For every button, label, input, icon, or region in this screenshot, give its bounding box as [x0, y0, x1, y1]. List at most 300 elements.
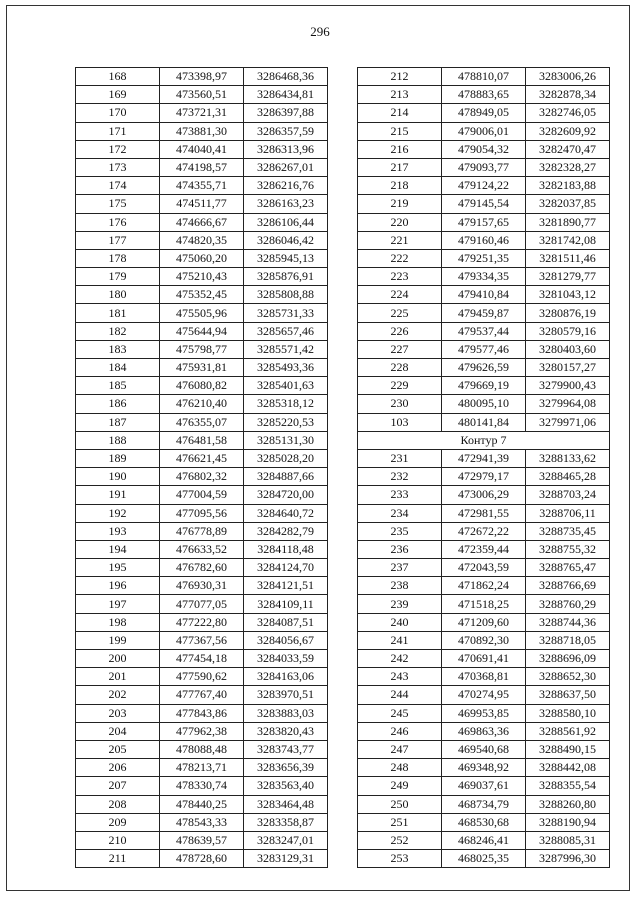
table-row	[358, 340, 610, 358]
point-number-cell: 250	[358, 795, 442, 813]
point-number-cell: 185	[76, 377, 160, 395]
table-row	[76, 322, 328, 340]
point-number-cell: 221	[358, 231, 442, 249]
table-row	[76, 377, 328, 395]
point-number-cell: 171	[76, 122, 160, 140]
table-row	[358, 377, 610, 395]
table-row	[358, 140, 610, 158]
x-coordinate-cell: 476633,52	[160, 540, 244, 558]
point-number-cell: 207	[76, 777, 160, 795]
x-coordinate-cell: 476210,40	[160, 395, 244, 413]
point-number-cell: 229	[358, 377, 442, 395]
table-row	[76, 850, 328, 868]
y-coordinate-cell: 3285808,88	[244, 286, 328, 304]
y-coordinate-cell: 3288765,47	[526, 559, 610, 577]
point-number-cell: 176	[76, 213, 160, 231]
table-row	[358, 177, 610, 195]
table-row	[76, 158, 328, 176]
y-coordinate-cell: 3286216,76	[244, 177, 328, 195]
y-coordinate-cell: 3288766,69	[526, 577, 610, 595]
table-row	[358, 540, 610, 558]
y-coordinate-cell: 3283464,48	[244, 795, 328, 813]
point-number-cell: 182	[76, 322, 160, 340]
x-coordinate-cell: 473721,31	[160, 104, 244, 122]
x-coordinate-cell: 477843,86	[160, 704, 244, 722]
point-number-cell: 205	[76, 740, 160, 758]
page-number: 296	[310, 24, 330, 39]
point-number-cell: 215	[358, 122, 442, 140]
table-row	[76, 413, 328, 431]
x-coordinate-cell: 475798,77	[160, 340, 244, 358]
table-row	[358, 831, 610, 849]
x-coordinate-cell: 470274,95	[442, 686, 526, 704]
x-coordinate-cell: 476621,45	[160, 449, 244, 467]
point-number-cell: 179	[76, 268, 160, 286]
table-row	[358, 68, 610, 86]
y-coordinate-cell: 3288637,50	[526, 686, 610, 704]
point-number-cell: 204	[76, 722, 160, 740]
point-number-cell: 212	[358, 68, 442, 86]
y-coordinate-cell: 3283006,26	[526, 68, 610, 86]
y-coordinate-cell: 3286434,81	[244, 86, 328, 104]
table-row	[76, 650, 328, 668]
table-row	[358, 304, 610, 322]
y-coordinate-cell: 3283743,77	[244, 740, 328, 758]
y-coordinate-cell: 3281043,12	[526, 286, 610, 304]
x-coordinate-cell: 480095,10	[442, 395, 526, 413]
table-row	[76, 686, 328, 704]
point-number-cell: 201	[76, 668, 160, 686]
x-coordinate-cell: 470892,30	[442, 631, 526, 649]
point-number-cell: 186	[76, 395, 160, 413]
point-number-cell: 103	[358, 413, 442, 431]
table-row	[76, 486, 328, 504]
x-coordinate-cell: 478728,60	[160, 850, 244, 868]
x-coordinate-cell: 474198,57	[160, 158, 244, 176]
point-number-cell: 177	[76, 231, 160, 249]
y-coordinate-cell: 3284282,79	[244, 522, 328, 540]
x-coordinate-cell: 477767,40	[160, 686, 244, 704]
x-coordinate-cell: 468530,68	[442, 813, 526, 831]
point-number-cell: 238	[358, 577, 442, 595]
y-coordinate-cell: 3281742,08	[526, 231, 610, 249]
coordinates-table-right-body	[358, 68, 610, 868]
x-coordinate-cell: 479669,19	[442, 377, 526, 395]
y-coordinate-cell: 3284640,72	[244, 504, 328, 522]
point-number-cell: 191	[76, 486, 160, 504]
table-row	[76, 177, 328, 195]
point-number-cell: 213	[358, 86, 442, 104]
y-coordinate-cell: 3285401,63	[244, 377, 328, 395]
table-row	[358, 850, 610, 868]
y-coordinate-cell: 3282609,92	[526, 122, 610, 140]
x-coordinate-cell: 476778,89	[160, 522, 244, 540]
point-number-cell: 237	[358, 559, 442, 577]
y-coordinate-cell: 3286397,88	[244, 104, 328, 122]
x-coordinate-cell: 477590,62	[160, 668, 244, 686]
x-coordinate-cell: 469348,92	[442, 759, 526, 777]
y-coordinate-cell: 3280876,19	[526, 304, 610, 322]
table-row	[76, 340, 328, 358]
x-coordinate-cell: 479251,35	[442, 249, 526, 267]
table-row	[358, 286, 610, 304]
point-number-cell: 196	[76, 577, 160, 595]
point-number-cell: 230	[358, 395, 442, 413]
table-row	[358, 86, 610, 104]
table-row	[358, 613, 610, 631]
y-coordinate-cell: 3285318,12	[244, 395, 328, 413]
y-coordinate-cell: 3286267,01	[244, 158, 328, 176]
x-coordinate-cell: 476802,32	[160, 468, 244, 486]
y-coordinate-cell: 3282328,27	[526, 158, 610, 176]
point-number-cell: 188	[76, 431, 160, 449]
y-coordinate-cell: 3284887,66	[244, 468, 328, 486]
table-row	[358, 595, 610, 613]
y-coordinate-cell: 3285945,13	[244, 249, 328, 267]
table-row	[358, 104, 610, 122]
y-coordinate-cell: 3281890,77	[526, 213, 610, 231]
x-coordinate-cell: 475352,45	[160, 286, 244, 304]
y-coordinate-cell: 3283970,51	[244, 686, 328, 704]
coordinates-table-left-body	[76, 68, 328, 868]
point-number-cell: 217	[358, 158, 442, 176]
table-row	[76, 104, 328, 122]
y-coordinate-cell: 3284109,11	[244, 595, 328, 613]
table-row	[358, 577, 610, 595]
point-number-cell: 253	[358, 850, 442, 868]
table-row	[76, 795, 328, 813]
x-coordinate-cell: 473881,30	[160, 122, 244, 140]
point-number-cell: 246	[358, 722, 442, 740]
y-coordinate-cell: 3281279,77	[526, 268, 610, 286]
y-coordinate-cell: 3288465,28	[526, 468, 610, 486]
table-row	[358, 668, 610, 686]
y-coordinate-cell: 3283656,39	[244, 759, 328, 777]
point-number-cell: 206	[76, 759, 160, 777]
table-row	[358, 395, 610, 413]
point-number-cell: 202	[76, 686, 160, 704]
point-number-cell: 172	[76, 140, 160, 158]
x-coordinate-cell: 472941,39	[442, 449, 526, 467]
table-row	[76, 740, 328, 758]
x-coordinate-cell: 472981,55	[442, 504, 526, 522]
section-label-contour: Контур 7	[358, 431, 610, 449]
table-row	[358, 813, 610, 831]
x-coordinate-cell: 471209,60	[442, 613, 526, 631]
x-coordinate-cell: 478543,33	[160, 813, 244, 831]
point-number-cell: 234	[358, 504, 442, 522]
point-number-cell: 197	[76, 595, 160, 613]
x-coordinate-cell: 479410,84	[442, 286, 526, 304]
point-number-cell: 199	[76, 631, 160, 649]
x-coordinate-cell: 479334,35	[442, 268, 526, 286]
x-coordinate-cell: 472043,59	[442, 559, 526, 577]
table-row	[76, 431, 328, 449]
x-coordinate-cell: 477077,05	[160, 595, 244, 613]
y-coordinate-cell: 3286468,36	[244, 68, 328, 86]
x-coordinate-cell: 474820,35	[160, 231, 244, 249]
y-coordinate-cell: 3288580,10	[526, 704, 610, 722]
x-coordinate-cell: 478330,74	[160, 777, 244, 795]
table-row	[358, 486, 610, 504]
y-coordinate-cell: 3282746,05	[526, 104, 610, 122]
x-coordinate-cell: 469037,61	[442, 777, 526, 795]
x-coordinate-cell: 478810,07	[442, 68, 526, 86]
x-coordinate-cell: 477367,56	[160, 631, 244, 649]
x-coordinate-cell: 474355,71	[160, 177, 244, 195]
coordinates-table-left	[75, 67, 328, 868]
y-coordinate-cell: 3288755,32	[526, 540, 610, 558]
x-coordinate-cell: 473398,97	[160, 68, 244, 86]
point-number-cell: 209	[76, 813, 160, 831]
y-coordinate-cell: 3284124,70	[244, 559, 328, 577]
y-coordinate-cell: 3288735,45	[526, 522, 610, 540]
x-coordinate-cell: 479577,46	[442, 340, 526, 358]
point-number-cell: 208	[76, 795, 160, 813]
table-row	[358, 413, 610, 431]
y-coordinate-cell: 3288744,36	[526, 613, 610, 631]
table-row	[76, 631, 328, 649]
y-coordinate-cell: 3288190,94	[526, 813, 610, 831]
table-row	[76, 231, 328, 249]
point-number-cell: 178	[76, 249, 160, 267]
x-coordinate-cell: 479157,65	[442, 213, 526, 231]
x-coordinate-cell: 476481,58	[160, 431, 244, 449]
table-row	[358, 359, 610, 377]
table-row	[358, 449, 610, 467]
x-coordinate-cell: 469953,85	[442, 704, 526, 722]
point-number-cell: 235	[358, 522, 442, 540]
point-number-cell: 168	[76, 68, 160, 86]
x-coordinate-cell: 475505,96	[160, 304, 244, 322]
y-coordinate-cell: 3285028,20	[244, 449, 328, 467]
point-number-cell: 252	[358, 831, 442, 849]
y-coordinate-cell: 3286163,23	[244, 195, 328, 213]
table-row	[76, 704, 328, 722]
x-coordinate-cell: 477004,59	[160, 486, 244, 504]
y-coordinate-cell: 3288442,08	[526, 759, 610, 777]
y-coordinate-cell: 3288703,24	[526, 486, 610, 504]
table-row	[358, 468, 610, 486]
table-row	[76, 68, 328, 86]
x-coordinate-cell: 480141,84	[442, 413, 526, 431]
y-coordinate-cell: 3284121,51	[244, 577, 328, 595]
y-coordinate-cell: 3286313,96	[244, 140, 328, 158]
x-coordinate-cell: 468025,35	[442, 850, 526, 868]
y-coordinate-cell: 3284056,67	[244, 631, 328, 649]
point-number-cell: 218	[358, 177, 442, 195]
table-row	[76, 449, 328, 467]
table-row	[76, 522, 328, 540]
x-coordinate-cell: 470691,41	[442, 650, 526, 668]
table-row	[76, 286, 328, 304]
point-number-cell: 173	[76, 158, 160, 176]
y-coordinate-cell: 3284720,00	[244, 486, 328, 504]
table-row	[358, 504, 610, 522]
point-number-cell: 224	[358, 286, 442, 304]
y-coordinate-cell: 3288561,92	[526, 722, 610, 740]
x-coordinate-cell: 472979,17	[442, 468, 526, 486]
point-number-cell: 211	[76, 850, 160, 868]
y-coordinate-cell: 3284087,51	[244, 613, 328, 631]
y-coordinate-cell: 3288760,29	[526, 595, 610, 613]
point-number-cell: 184	[76, 359, 160, 377]
table-row	[76, 395, 328, 413]
y-coordinate-cell: 3280403,60	[526, 340, 610, 358]
point-number-cell: 180	[76, 286, 160, 304]
x-coordinate-cell: 477962,38	[160, 722, 244, 740]
point-number-cell: 243	[358, 668, 442, 686]
y-coordinate-cell: 3281511,46	[526, 249, 610, 267]
y-coordinate-cell: 3280157,27	[526, 359, 610, 377]
table-row	[358, 631, 610, 649]
x-coordinate-cell: 469863,36	[442, 722, 526, 740]
y-coordinate-cell: 3288706,11	[526, 504, 610, 522]
point-number-cell: 233	[358, 486, 442, 504]
table-row	[76, 504, 328, 522]
point-number-cell: 194	[76, 540, 160, 558]
point-number-cell: 170	[76, 104, 160, 122]
x-coordinate-cell: 477454,18	[160, 650, 244, 668]
x-coordinate-cell: 475210,43	[160, 268, 244, 286]
point-number-cell: 190	[76, 468, 160, 486]
point-number-cell: 216	[358, 140, 442, 158]
table-row	[358, 231, 610, 249]
point-number-cell: 231	[358, 449, 442, 467]
x-coordinate-cell: 471518,25	[442, 595, 526, 613]
x-coordinate-cell: 477222,80	[160, 613, 244, 631]
x-coordinate-cell: 478949,05	[442, 104, 526, 122]
x-coordinate-cell: 479537,44	[442, 322, 526, 340]
y-coordinate-cell: 3285220,53	[244, 413, 328, 431]
point-number-cell: 225	[358, 304, 442, 322]
x-coordinate-cell: 479459,87	[442, 304, 526, 322]
x-coordinate-cell: 468734,79	[442, 795, 526, 813]
y-coordinate-cell: 3280579,16	[526, 322, 610, 340]
y-coordinate-cell: 3285571,42	[244, 340, 328, 358]
table-row	[358, 740, 610, 758]
y-coordinate-cell: 3288490,15	[526, 740, 610, 758]
point-number-cell: 169	[76, 86, 160, 104]
point-number-cell: 232	[358, 468, 442, 486]
x-coordinate-cell: 474511,77	[160, 195, 244, 213]
x-coordinate-cell: 478213,71	[160, 759, 244, 777]
table-row	[76, 140, 328, 158]
table-row	[76, 577, 328, 595]
point-number-cell: 248	[358, 759, 442, 777]
x-coordinate-cell: 474666,67	[160, 213, 244, 231]
table-row	[76, 595, 328, 613]
y-coordinate-cell: 3284163,06	[244, 668, 328, 686]
y-coordinate-cell: 3283358,87	[244, 813, 328, 831]
point-number-cell: 247	[358, 740, 442, 758]
x-coordinate-cell: 479124,22	[442, 177, 526, 195]
table-row	[358, 686, 610, 704]
y-coordinate-cell: 3282878,34	[526, 86, 610, 104]
x-coordinate-cell: 472672,22	[442, 522, 526, 540]
table-row	[76, 359, 328, 377]
table-row	[76, 813, 328, 831]
x-coordinate-cell: 476930,31	[160, 577, 244, 595]
x-coordinate-cell: 478639,57	[160, 831, 244, 849]
y-coordinate-cell: 3285657,46	[244, 322, 328, 340]
point-number-cell: 210	[76, 831, 160, 849]
y-coordinate-cell: 3285131,30	[244, 431, 328, 449]
y-coordinate-cell: 3283820,43	[244, 722, 328, 740]
table-row	[76, 613, 328, 631]
y-coordinate-cell: 3285493,36	[244, 359, 328, 377]
point-number-cell: 203	[76, 704, 160, 722]
y-coordinate-cell: 3285876,91	[244, 268, 328, 286]
x-coordinate-cell: 478440,25	[160, 795, 244, 813]
y-coordinate-cell: 3286106,44	[244, 213, 328, 231]
x-coordinate-cell: 478883,65	[442, 86, 526, 104]
point-number-cell: 192	[76, 504, 160, 522]
table-row	[76, 304, 328, 322]
table-row	[358, 213, 610, 231]
point-number-cell: 227	[358, 340, 442, 358]
point-number-cell: 175	[76, 195, 160, 213]
y-coordinate-cell: 3288355,54	[526, 777, 610, 795]
x-coordinate-cell: 477095,56	[160, 504, 244, 522]
point-number-cell: 187	[76, 413, 160, 431]
table-row	[358, 322, 610, 340]
point-number-cell: 244	[358, 686, 442, 704]
point-number-cell: 219	[358, 195, 442, 213]
x-coordinate-cell: 479054,32	[442, 140, 526, 158]
y-coordinate-cell: 3286046,42	[244, 231, 328, 249]
point-number-cell: 245	[358, 704, 442, 722]
x-coordinate-cell: 479160,46	[442, 231, 526, 249]
table-row	[76, 559, 328, 577]
table-row	[358, 122, 610, 140]
y-coordinate-cell: 3279900,43	[526, 377, 610, 395]
y-coordinate-cell: 3283247,01	[244, 831, 328, 849]
x-coordinate-cell: 479626,59	[442, 359, 526, 377]
y-coordinate-cell: 3288652,30	[526, 668, 610, 686]
y-coordinate-cell: 3286357,59	[244, 122, 328, 140]
y-coordinate-cell: 3287996,30	[526, 850, 610, 868]
y-coordinate-cell: 3282470,47	[526, 140, 610, 158]
table-row	[358, 777, 610, 795]
point-number-cell: 220	[358, 213, 442, 231]
table-row	[358, 158, 610, 176]
table-row	[76, 195, 328, 213]
point-number-cell: 226	[358, 322, 442, 340]
y-coordinate-cell: 3288133,62	[526, 449, 610, 467]
table-row	[76, 668, 328, 686]
point-number-cell: 189	[76, 449, 160, 467]
point-number-cell: 239	[358, 595, 442, 613]
y-coordinate-cell: 3288260,80	[526, 795, 610, 813]
table-row	[358, 249, 610, 267]
point-number-cell: 249	[358, 777, 442, 795]
x-coordinate-cell: 473006,29	[442, 486, 526, 504]
y-coordinate-cell: 3283563,40	[244, 777, 328, 795]
x-coordinate-cell: 475060,20	[160, 249, 244, 267]
x-coordinate-cell: 476782,60	[160, 559, 244, 577]
point-number-cell: 200	[76, 650, 160, 668]
table-row	[76, 540, 328, 558]
y-coordinate-cell: 3284118,48	[244, 540, 328, 558]
point-number-cell: 242	[358, 650, 442, 668]
x-coordinate-cell: 478088,48	[160, 740, 244, 758]
x-coordinate-cell: 479006,01	[442, 122, 526, 140]
x-coordinate-cell: 479093,77	[442, 158, 526, 176]
y-coordinate-cell: 3283883,03	[244, 704, 328, 722]
x-coordinate-cell: 476355,07	[160, 413, 244, 431]
x-coordinate-cell: 476080,82	[160, 377, 244, 395]
